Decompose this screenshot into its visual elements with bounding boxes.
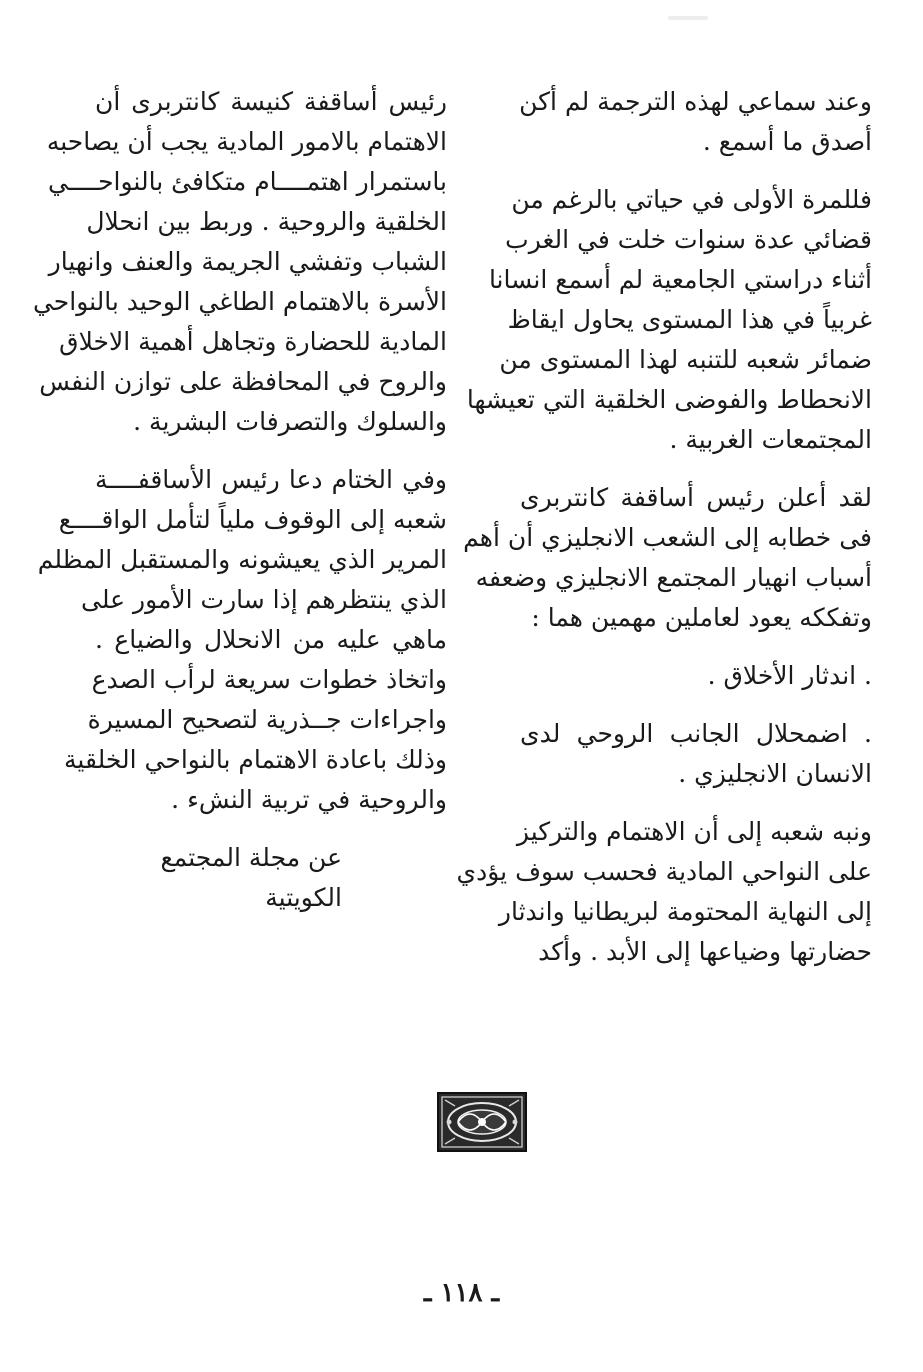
paragraph [520,714,872,794]
text-line: رئيس أساقفة كنيسة كانتربرى أن [95,87,447,116]
text-line: لقد أعلن رئيس أساقفة كانتربرى [520,483,872,512]
text-line: الذي ينتظرهم إذا سارت الأمور على [81,585,447,614]
text-line: واجراءات جــذرية لتصحيح المسيرة [87,705,447,734]
paragraph [466,180,872,460]
page-number: ـ ١١٨ ـ [423,1278,500,1308]
left-column [32,82,447,918]
text-line: ونبه شعبه إلى أن الاهتمام والتركيز [516,817,872,846]
right-column [456,82,872,990]
text-line: الانسان الانجليزي . [678,759,872,788]
text-line: الاهتمام بالامور المادية يجب أن يصاحبه [46,127,447,156]
text-line: باستمرار اهتمــــام متكافئ بالنواحــــي [47,167,447,196]
scan-speck [668,16,708,20]
text-line: شعبه إلى الوقوف ملياً لتأمل الواقــــع [58,505,447,534]
text-line: وفي الختام دعا رئيس الأساقفــــة [95,465,447,494]
text-line: . اندثار الأخلاق . [707,661,872,690]
text-line: والروح في المحافظة على توازن النفس [39,367,447,396]
text-line: المرير الذي يعيشونه والمستقبل المظلم [37,545,447,574]
text-line: وتفككه يعود لعاملين مهمين هما : [531,603,872,632]
text-line: أثناء دراستي الجامعية لم أسمع انسانا [488,265,872,294]
paragraph [37,460,447,820]
paragraph [463,478,872,638]
text-line: أصدق ما أسمع . [702,127,872,156]
text-line: إلى النهاية المحتومة لبريطانيا واندثار [498,897,872,926]
paragraph [32,82,447,442]
text-line: ماهي عليه من الانحلال والضياع . [95,625,447,654]
source-citation: عن مجلة المجتمع الكويتية [160,843,342,912]
text-line: الانحطاط والفوضى الخلقية التي تعيشها [466,385,872,414]
text-line: ضمائر شعبه للتنبه لهذا المستوى من [499,345,872,374]
text-line: فى خطابه إلى الشعب الانجليزي أن أهم [463,523,872,552]
text-line: حضارتها وضياعها إلى الأبد . وأكد [538,937,872,966]
text-line: والروحية في تربية النشء . [171,785,447,814]
text-line: وعند سماعي لهذه الترجمة لم أكن [519,87,872,116]
text-line: . اضمحلال الجانب الروحي لدى [520,719,872,748]
text-line: الخلقية والروحية . وربط بين انحلال [86,207,447,236]
text-line: الشباب وتفشي الجريمة والعنف وانهيار [48,247,447,276]
text-line: والسلوك والتصرفات البشرية . [133,407,447,436]
text-line: الأسرة بالاهتمام الطاغي الوحيد بالنواحي [32,287,447,316]
text-line: فللمرة الأولى في حياتي بالرغم من [511,185,872,214]
text-line: غربياً في هذا المستوى يحاول ايقاظ [507,305,872,334]
text-line: أسباب انهيار المجتمع الانجليزي وضعفه [475,563,872,592]
text-line: واتخاذ خطوات سريعة لرأب الصدع [91,665,447,694]
paragraph [456,812,872,972]
ornament-divider [437,1092,527,1152]
text-line: المجتمعات الغربية . [669,425,872,454]
text-line: المادية للحضارة وتجاهل أهمية الاخلاق [59,327,447,356]
paragraph [520,656,872,696]
text-line: وذلك باعادة الاهتمام بالنواحي الخلقية [64,745,447,774]
text-line: على النواحي المادية فحسب سوف يؤدي [456,857,872,886]
paragraph [520,82,872,162]
text-line: قضائي عدة سنوات خلت في الغرب [505,225,872,254]
